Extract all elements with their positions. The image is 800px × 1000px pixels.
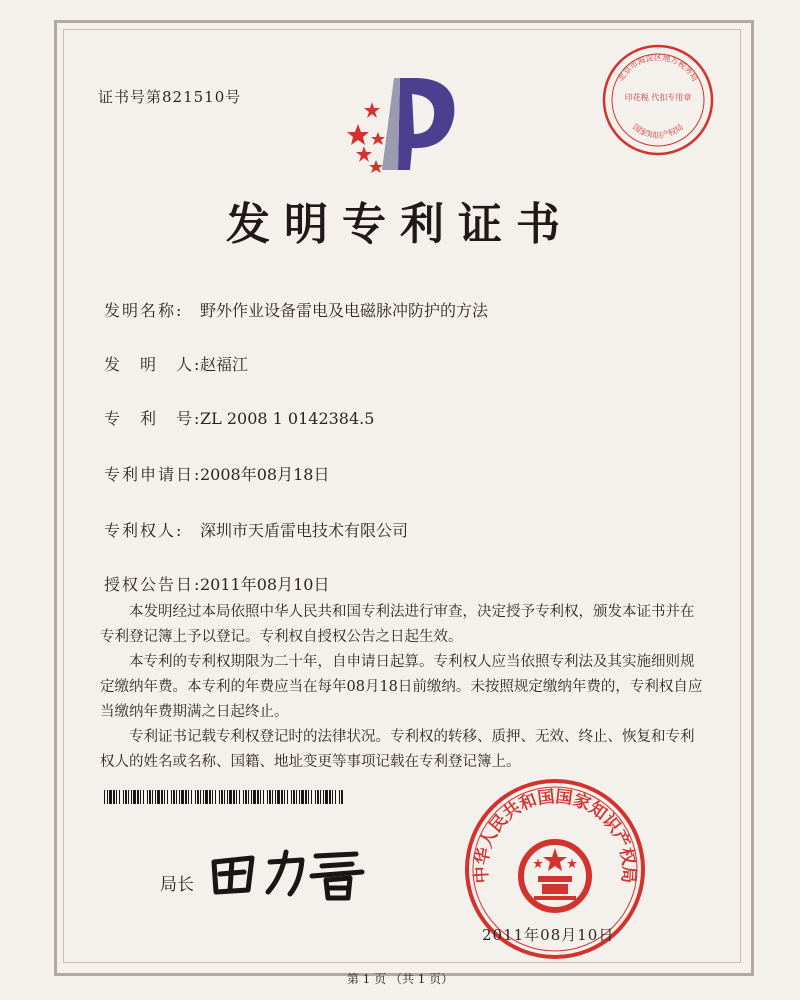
field-value: 2011年08月10日 [200, 575, 330, 594]
field-value: 2008年08月18日 [200, 465, 330, 484]
field-value: 野外作业设备雷电及电磁脉冲防护的方法 [200, 301, 489, 320]
signature-label: 局长 [160, 875, 194, 895]
issue-date: 2011年08月10日 [482, 926, 615, 944]
field-label: 发明名称: [104, 301, 184, 320]
field-invention-name [104, 298, 488, 321]
director-signature [206, 842, 376, 902]
barcode [104, 790, 344, 804]
svg-text:国家知识产权局 [631, 122, 685, 139]
field-label: 专 利 号: [104, 409, 202, 428]
field-grant-date [104, 572, 329, 595]
patent-office-emblem-icon [338, 72, 458, 177]
body-paragraph: 本发明经过本局依照中华人民共和国专利法进行审查，决定授予专利权，颁发本证书并在专利登记簿上予以登记。专利权自授权公告之日起生效。 [100, 604, 695, 645]
field-inventor [104, 352, 248, 375]
field-label: 授权公告日: [104, 575, 202, 594]
top-seal-bottom-text: 国家知识产权局 [631, 122, 685, 140]
certificate-body [100, 600, 706, 775]
field-application-date [104, 462, 329, 485]
field-label: 专利申请日: [104, 465, 202, 484]
field-value: 深圳市天盾雷电技术有限公司 [200, 521, 409, 540]
field-value: ZL 2008 1 0142384.5 [200, 409, 375, 428]
body-paragraph: 专利证书记载专利权登记时的法律状况。专利权的转移、质押、无效、终止、恢复和专利权人的姓名或名称、国籍、地址变更等事项记载在专利登记簿上。 [100, 729, 695, 770]
field-value: 赵福江 [200, 355, 249, 374]
certificate-title: 发明专利证书 [226, 199, 574, 250]
field-patent-number [104, 406, 374, 429]
body-paragraph: 本专利的专利权期限为二十年，自申请日起算。专利权人应当依照专利法及其实施细则规定缴纳年费。本专利的年费应当在每年08月18日前缴纳。未按照规定缴纳年费的，专利权自应当缴纳年费期满之日起终止。 [100, 654, 703, 720]
field-patentee [104, 518, 408, 541]
national-emblem-icon [521, 842, 589, 910]
field-label: 专利权人: [104, 521, 184, 540]
certificate-number: 证书号第821510号 [98, 88, 242, 106]
svg-text:北京市海淀区地方税务局 [615, 52, 699, 83]
top-seal-arc-text: 北京市海淀区地方税务局 [616, 53, 700, 83]
big-seal-arc-text: 中华人民共和国国家知识产权局 [471, 786, 639, 884]
field-label: 发 明 人: [104, 355, 202, 374]
page-number: 第 1 页 （共 1 页） [346, 972, 454, 986]
top-seal-center-text: 印花税 代扣专用章 [624, 93, 692, 102]
tax-stamp-seal [600, 42, 716, 158]
